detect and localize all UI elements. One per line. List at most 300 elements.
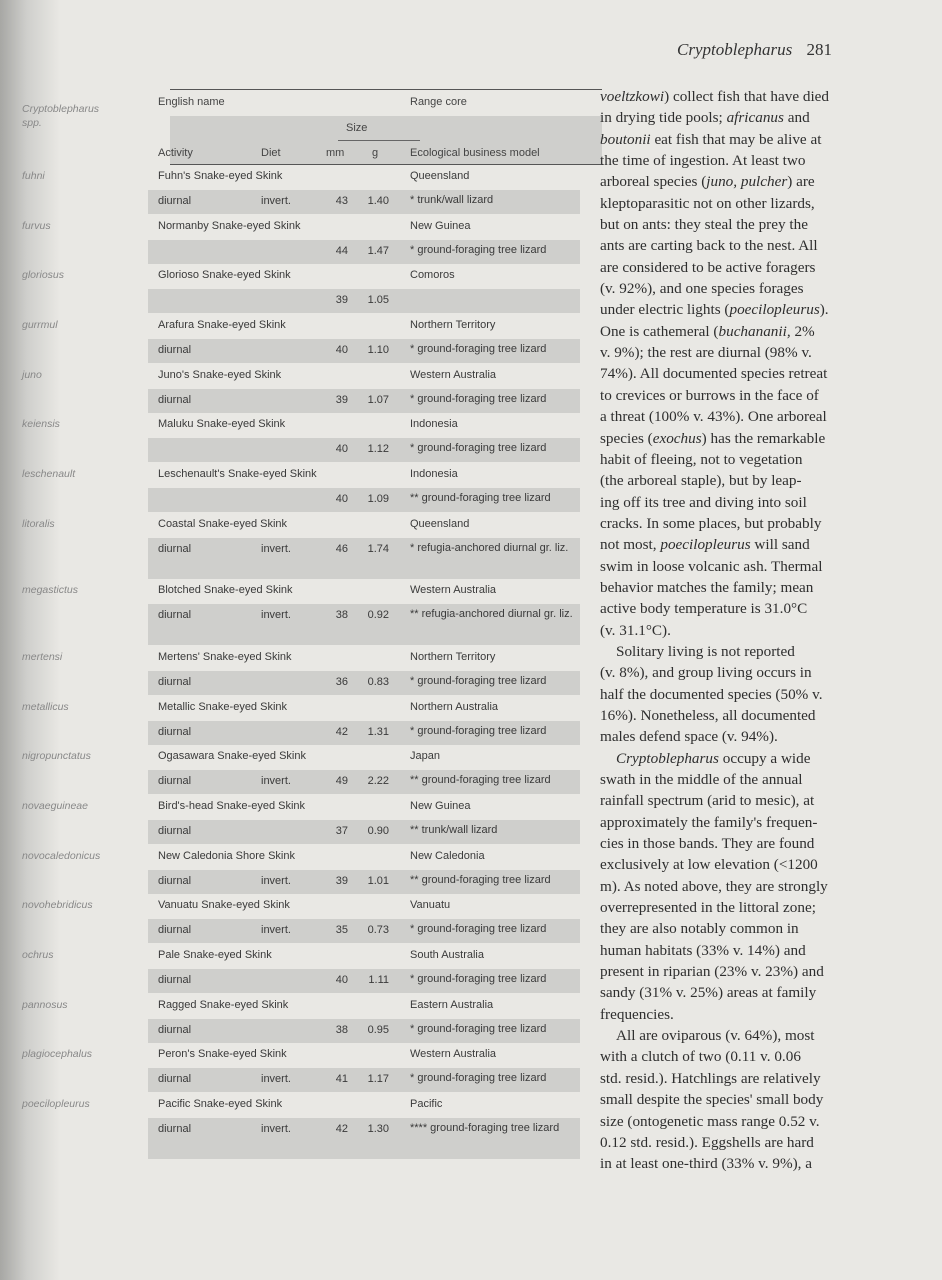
attribute-band (148, 190, 580, 214)
text-line (600, 940, 855, 961)
page-number: 281 (806, 40, 832, 59)
activity-cell: diurnal (158, 393, 192, 406)
activity-cell: diurnal (158, 1073, 192, 1086)
text-line (600, 193, 855, 214)
text-run: (v. 31.1°C). (600, 621, 671, 639)
g-cell: 1.10 (367, 344, 389, 357)
text-line (600, 513, 855, 534)
range-core: Western Australia (410, 1048, 497, 1061)
text-line (600, 492, 855, 513)
range-core: South Australia (410, 948, 484, 961)
g-cell: 1.30 (367, 1123, 389, 1135)
species-epithet: plagiocephalus (22, 1048, 93, 1061)
text-run: (v. 8%), and group living occurs in (600, 664, 812, 682)
italic-term: poecilopleurus (660, 536, 751, 554)
text-run: 74%). All documented species retreat (600, 365, 828, 383)
text-run: not most, (600, 536, 661, 554)
text-run: active body temperature is 31.0°C (600, 600, 808, 618)
italic-term: poecilopleurus (729, 301, 820, 319)
text-run: (the arboreal staple), but by leap- (600, 472, 802, 490)
diet-cell: invert. (261, 1123, 291, 1135)
attribute-band (148, 488, 580, 512)
table-header-rule (170, 164, 602, 165)
ecological-model-cell: ** ground-foraging tree lizard (410, 873, 551, 886)
text-line (600, 1089, 855, 1110)
text-line (600, 428, 855, 449)
text-run: eat fish that may be alive at (650, 130, 822, 148)
english-name: Bird's-head Snake-eyed Skink (158, 799, 306, 812)
table-row (22, 747, 602, 797)
text-run: a threat (100% v. 43%). One arboreal (600, 408, 827, 426)
text-line (600, 299, 855, 320)
table-row (22, 946, 602, 996)
table-row (22, 366, 602, 416)
table-row (22, 1045, 602, 1095)
italic-term: africanus (726, 109, 784, 127)
english-name: Vanuatu Snake-eyed Skink (158, 899, 290, 912)
text-line (600, 577, 855, 598)
italic-term: juno, pulcher (706, 173, 788, 191)
text-line (600, 470, 855, 491)
mm-cell: 42 (335, 725, 348, 738)
ecological-model-cell: * trunk/wall lizard (410, 194, 494, 206)
text-line (600, 726, 855, 747)
activity-cell: diurnal (158, 924, 192, 937)
activity-cell: diurnal (158, 824, 192, 837)
text-run: exclusively at low elevation (<1200 (600, 856, 818, 874)
range-core: New Guinea (410, 219, 471, 232)
english-name: Arafura Snake-eyed Skink (158, 319, 286, 332)
ecological-model-cell: ** trunk/wall lizard (410, 823, 498, 836)
text-line (600, 854, 855, 875)
text-run: v. 9%); the rest are diurnal (98% v. (600, 344, 812, 362)
text-run: the time of ingestion. At least two (600, 152, 806, 170)
range-core: Eastern Australia (410, 998, 494, 1011)
text-line (600, 833, 855, 854)
table-row (22, 698, 602, 748)
mm-cell: 40 (335, 344, 348, 357)
text-run: One is cathemeral ( (600, 322, 719, 340)
table-row (22, 648, 602, 698)
text-line (600, 662, 855, 683)
range-core: Western Australia (410, 368, 497, 381)
col-activity: Activity (158, 147, 193, 159)
mm-cell: 39 (335, 874, 348, 887)
range-core: Vanuatu (410, 899, 451, 912)
table-row (22, 896, 602, 946)
text-line (600, 556, 855, 577)
species-epithet: leschenault (22, 468, 76, 481)
text-line (600, 1025, 855, 1046)
text-line (600, 363, 855, 384)
table-row (22, 415, 602, 465)
text-line (600, 918, 855, 939)
table-row (22, 996, 602, 1046)
species-epithet: mertensi (22, 650, 63, 663)
ecological-model-cell: * ground-foraging tree lizard (410, 674, 547, 687)
activity-cell: diurnal (158, 675, 192, 688)
text-run: ) are (787, 173, 815, 191)
text-run: they are also notably common in (600, 920, 799, 938)
text-line (600, 961, 855, 982)
attribute-band (148, 721, 580, 745)
attribute-band (148, 1068, 580, 1092)
table-row (22, 847, 602, 897)
attribute-band (148, 240, 580, 264)
italic-term: buchananii, (718, 322, 791, 340)
text-line (600, 278, 855, 299)
text-run: in at least one-third (33% v. 9%), a (600, 1155, 812, 1173)
mm-cell: 43 (335, 195, 348, 207)
text-run: occupy a wide (718, 749, 811, 767)
range-core: Indonesia (410, 418, 458, 431)
attribute-band (148, 339, 580, 363)
species-epithet: poecilopleurus (22, 1098, 90, 1110)
text-run: small despite the species' small body (600, 1091, 824, 1109)
species-epithet: ochrus (22, 948, 54, 961)
mm-cell: 41 (335, 1073, 348, 1086)
activity-cell: diurnal (158, 1023, 192, 1036)
table-row (22, 167, 602, 217)
table-row (22, 217, 602, 267)
range-core: Japan (410, 750, 440, 763)
table-row (22, 515, 602, 582)
text-line (600, 321, 855, 342)
text-line (600, 171, 855, 192)
text-line (600, 214, 855, 235)
english-name: Ogasawara Snake-eyed Skink (158, 750, 306, 763)
text-line (600, 1111, 855, 1132)
italic-term: Cryptoblepharus (616, 749, 719, 767)
text-line (600, 897, 855, 918)
attribute-band (148, 1118, 580, 1159)
genus-spp: spp. (22, 117, 42, 129)
species-epithet: novohebridicus (22, 899, 93, 912)
attribute-band (148, 919, 580, 943)
species-epithet: novocaledonicus (22, 849, 101, 862)
species-rows (22, 167, 602, 1162)
english-name: Blotched Snake-eyed Skink (158, 584, 293, 597)
text-run: males defend space (v. 94%). (600, 728, 778, 746)
text-run: in drying tide pools; (600, 109, 727, 127)
activity-cell: diurnal (158, 344, 192, 357)
g-cell: 0.83 (367, 675, 389, 688)
ecological-model-cell: ** ground-foraging tree lizard (410, 774, 551, 787)
text-run: 16%). Nonetheless, all documented (600, 706, 816, 724)
text-line (600, 406, 855, 427)
mm-cell: 36 (335, 675, 348, 688)
text-line (600, 534, 855, 555)
diet-cell: invert. (261, 874, 291, 887)
text-run: All are oviparous (v. 64%), most (616, 1027, 815, 1045)
mm-cell: 37 (335, 824, 348, 837)
ecological-model-cell: ** refugia-anchored diurnal gr. liz. (410, 608, 573, 621)
attribute-band (148, 438, 580, 462)
activity-cell: diurnal (158, 725, 192, 738)
diet-cell: invert. (261, 1073, 291, 1086)
col-ecological-model: Ecological business model (410, 147, 540, 159)
text-run: ) collect fish that have died (664, 88, 829, 105)
ecological-model-cell: * refugia-anchored diurnal gr. liz. (410, 541, 569, 554)
table-row (22, 465, 602, 515)
mm-cell: 42 (335, 1123, 348, 1135)
table-row (22, 1095, 602, 1162)
activity-cell: diurnal (158, 195, 192, 207)
species-epithet: pannosus (22, 998, 68, 1011)
text-run: present in riparian (23% v. 23%) and (600, 963, 824, 981)
species-epithet: fuhni (22, 170, 45, 182)
range-core: New Guinea (410, 799, 471, 812)
g-cell: 1.47 (367, 244, 389, 257)
mm-cell: 40 (335, 443, 348, 456)
ecological-model-cell: * ground-foraging tree lizard (410, 972, 547, 985)
text-run: (v. 92%), and one species forages (600, 280, 804, 298)
g-cell: 0.73 (367, 924, 389, 937)
english-name: Glorioso Snake-eyed Skink (158, 269, 291, 282)
g-cell: 1.74 (367, 542, 389, 555)
species-epithet: juno (22, 368, 42, 381)
text-line (600, 385, 855, 406)
text-run: ). (819, 301, 829, 319)
mm-cell: 38 (335, 609, 348, 622)
table-row (22, 266, 602, 316)
body-paragraph (600, 641, 855, 748)
range-core: Queensland (410, 517, 470, 530)
text-line (600, 257, 855, 278)
text-line (600, 129, 855, 150)
text-run: ) has the remarkable (701, 429, 826, 447)
running-title: Cryptoblepharus (677, 40, 793, 59)
text-line (600, 705, 855, 726)
mm-cell: 40 (335, 493, 348, 506)
species-epithet: litoralis (22, 517, 55, 530)
mm-cell: 38 (335, 1023, 348, 1036)
species-epithet: furvus (22, 219, 51, 232)
ecological-model-cell: * ground-foraging tree lizard (410, 243, 547, 256)
text-run: kleptoparasitic not on other lizards, (600, 194, 815, 212)
species-epithet: nigropunctatus (22, 750, 91, 763)
page-header (677, 40, 832, 60)
ecological-model-cell: ** ground-foraging tree lizard (410, 492, 551, 505)
mm-cell: 40 (335, 973, 348, 986)
text-line (600, 1153, 855, 1174)
mm-cell: 35 (335, 924, 348, 937)
text-run: overrepresented in the littoral zone; (600, 899, 816, 917)
range-core: Northern Territory (410, 319, 496, 332)
text-run: half the documented species (50% v. (600, 685, 823, 703)
english-name: Ragged Snake-eyed Skink (158, 998, 289, 1011)
text-run: swath in the middle of the annual (600, 771, 803, 788)
body-paragraph (600, 1025, 855, 1174)
ecological-model-cell: * ground-foraging tree lizard (410, 343, 547, 356)
table-row (22, 797, 602, 847)
genus-name: Cryptoblepharus (22, 103, 100, 115)
body-paragraph (600, 748, 855, 1025)
activity-cell: diurnal (158, 1123, 192, 1135)
text-run: cies in those bands. They are found (600, 835, 815, 853)
attribute-band (148, 770, 580, 794)
ecological-model-cell: * ground-foraging tree lizard (410, 1022, 547, 1035)
g-cell: 1.07 (367, 393, 389, 406)
text-run: sandy (31% v. 25%) areas at family (600, 984, 817, 1002)
english-name: Leschenault's Snake-eyed Skink (158, 468, 317, 481)
diet-cell: invert. (261, 609, 291, 622)
text-line (600, 876, 855, 897)
text-run: cracks. In some places, but probably (600, 514, 822, 532)
text-run: approximately the family's frequen- (600, 813, 818, 831)
activity-cell: diurnal (158, 542, 192, 555)
text-line (600, 748, 855, 769)
col-g: g (372, 147, 379, 159)
text-run: rainfall spectrum (arid to mesic), at (600, 792, 815, 810)
text-run: swim in loose volcanic ash. Thermal (600, 557, 823, 575)
range-core: Indonesia (410, 468, 458, 481)
attribute-band (148, 389, 580, 413)
english-name: Metallic Snake-eyed Skink (158, 700, 288, 713)
g-cell: 0.90 (367, 824, 389, 837)
g-cell: 1.40 (367, 195, 389, 207)
text-run: habit of fleeing, not to vegetation (600, 450, 803, 468)
species-epithet: gloriosus (22, 269, 65, 282)
text-line (600, 1068, 855, 1089)
range-core: Western Australia (410, 584, 497, 597)
text-line (600, 107, 855, 128)
english-name: Maluku Snake-eyed Skink (158, 418, 286, 431)
text-run: 0.12 std. resid.). Eggshells are hard (600, 1133, 814, 1151)
ecological-model-cell: * ground-foraging tree lizard (410, 923, 547, 936)
text-line (600, 86, 855, 107)
activity-cell: diurnal (158, 973, 192, 986)
body-paragraph (600, 86, 855, 641)
text-run: with a clutch of two (0.11 v. 0.06 (600, 1048, 801, 1066)
english-name: Coastal Snake-eyed Skink (158, 517, 288, 530)
text-run: and (783, 109, 810, 127)
table-top-rule (170, 89, 602, 90)
text-line (600, 982, 855, 1003)
attribute-band (148, 604, 580, 645)
text-line (600, 812, 855, 833)
english-name: Normanby Snake-eyed Skink (158, 219, 301, 232)
activity-cell: diurnal (158, 775, 192, 788)
g-cell: 1.05 (367, 294, 389, 307)
g-cell: 1.11 (368, 973, 389, 986)
text-run: human habitats (33% v. 14%) and (600, 941, 806, 959)
text-run: Solitary living is not reported (616, 642, 795, 660)
g-cell: 1.12 (367, 443, 389, 456)
text-run: will sand (750, 536, 810, 554)
text-run: species ( (600, 429, 653, 447)
text-run: ing off its tree and diving into soil (600, 493, 807, 511)
diet-cell: invert. (261, 195, 291, 207)
col-mm: mm (326, 147, 345, 159)
mm-cell: 46 (335, 542, 348, 555)
diet-cell: invert. (261, 542, 291, 555)
text-line (600, 641, 855, 662)
range-core: Pacific (410, 1098, 443, 1110)
mm-cell: 49 (335, 775, 348, 788)
range-core: Queensland (410, 170, 470, 182)
col-english-name: English name (158, 96, 225, 108)
english-name: Juno's Snake-eyed Skink (158, 368, 282, 381)
g-cell: 1.17 (367, 1073, 389, 1086)
genus-label (22, 102, 99, 130)
g-cell: 0.95 (367, 1023, 389, 1036)
text-line (600, 1004, 855, 1025)
range-core: New Caledonia (410, 849, 485, 862)
english-name: Pale Snake-eyed Skink (158, 948, 272, 961)
text-line (600, 342, 855, 363)
species-epithet: megastictus (22, 584, 79, 597)
g-cell: 0.92 (367, 609, 389, 622)
text-run: size (ontogenetic mass range 0.52 v. (600, 1112, 820, 1130)
text-run: m). As noted above, they are strongly (600, 877, 828, 895)
attribute-band (148, 1019, 580, 1043)
text-column (600, 86, 855, 1175)
attribute-band (148, 671, 580, 695)
g-cell: 1.01 (367, 874, 389, 887)
g-cell: 2.22 (367, 775, 389, 788)
text-run: 2% (790, 322, 815, 340)
text-run: under electric lights ( (600, 301, 730, 319)
species-epithet: metallicus (22, 700, 69, 713)
species-epithet: keiensis (22, 418, 60, 431)
text-run: behavior matches the family; mean (600, 578, 814, 596)
text-line (600, 620, 855, 641)
species-epithet: novaeguineae (22, 799, 88, 812)
text-run: arboreal species ( (600, 173, 707, 191)
text-run: ants are carting back to the nest. All (600, 237, 818, 255)
table-row (22, 581, 602, 648)
mm-cell: 44 (335, 244, 348, 257)
mm-cell: 39 (335, 294, 348, 307)
ecological-model-cell: * ground-foraging tree lizard (410, 442, 547, 455)
english-name: Fuhn's Snake-eyed Skink (158, 170, 283, 182)
italic-term: exochus (652, 429, 702, 447)
col-diet: Diet (261, 147, 281, 159)
col-size: Size (346, 122, 368, 134)
english-name: Mertens' Snake-eyed Skink (158, 650, 292, 663)
text-line (600, 598, 855, 619)
text-run: std. resid.). Hatchlings are relatively (600, 1069, 821, 1087)
ecological-model-cell: * ground-foraging tree lizard (410, 392, 547, 405)
attribute-band (148, 538, 580, 579)
ecological-model-cell: * ground-foraging tree lizard (410, 724, 547, 737)
text-run: to crevices or burrows in the face of (600, 386, 819, 404)
mm-cell: 39 (335, 393, 348, 406)
col-range-core: Range core (410, 96, 467, 108)
text-line (600, 1132, 855, 1153)
text-line (600, 150, 855, 171)
text-line (600, 769, 855, 790)
english-name: New Caledonia Shore Skink (158, 849, 295, 862)
text-run: but on ants: they steal the prey the (600, 216, 808, 234)
text-line (600, 449, 855, 470)
text-line (600, 790, 855, 811)
attribute-band (148, 969, 580, 993)
activity-cell: diurnal (158, 874, 192, 887)
ecological-model-cell: * ground-foraging tree lizard (410, 1072, 547, 1085)
diet-cell: invert. (261, 775, 291, 788)
species-epithet: gurrmul (22, 319, 58, 332)
text-line (600, 684, 855, 705)
activity-cell: diurnal (158, 609, 192, 622)
italic-term: voeltzkowi (600, 88, 665, 105)
text-run: are considered to be active foragers (600, 258, 816, 276)
g-cell: 1.31 (367, 725, 389, 738)
italic-term: boutonii (600, 130, 651, 148)
english-name: Peron's Snake-eyed Skink (158, 1048, 287, 1061)
range-core: Northern Territory (410, 650, 496, 663)
